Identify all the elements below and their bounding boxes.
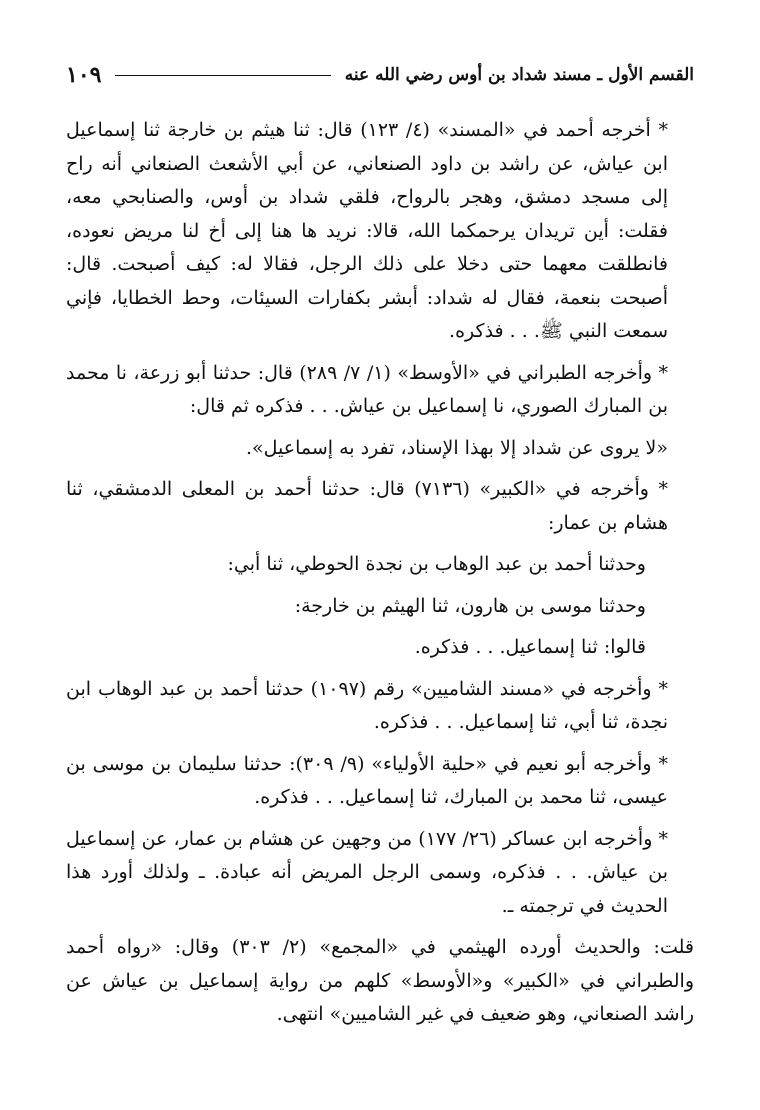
header-rule (115, 75, 330, 76)
page-body (66, 114, 694, 1040)
paragraph: * وأخرجه أبو نعيم في «حلية الأولياء» (٩/ ٣٠٩): حدثنا سليمان بن موسى بن عيسى، ثنا محمد بن المبارك، ثنا إسماعيل. . . فذكره. (66, 752, 668, 808)
paragraph: * وأخرجه ابن عساكر (٢٦/ ١٧٧) من وجهين عن هشام بن عمار، عن إسماعيل بن عياش. . . فذكره، وسمى الرجل المريض أنه عبادة. ـ ولذلك أورد هذا الحديث في ترجمته ـ. (66, 827, 669, 917)
page-number: ١٠٩ (66, 62, 102, 88)
paragraph: * وأخرجه الطبراني في «الأوسط» (١/ ٧/ ٢٨٩) قال: حدثنا أبو زرعة، نا محمد بن المبارك الصوري، نا إسماعيل بن عياش. . . فذكره ثم قال: (66, 361, 668, 417)
paragraph: قلت: والحديث أورده الهيثمي في «المجمع» (٢/ ٣٠٣) وقال: «رواه أحمد والطبراني في «الكبير» و«الأوسط» كلهم من رواية إسماعيل بن عياش عن راشد الصنعاني، وهو ضعيف في غير الشاميين» انتهى. (66, 936, 694, 1025)
chain-line: قالوا: ثنا إسماعيل. . . فذكره. (414, 636, 646, 658)
running-title: القسم الأول ـ مسند شداد بن أوس رضي الله عنه (344, 65, 694, 85)
quoted-line: «لا يروى عن شداد إلا بهذا الإسناد، تفرد به إسماعيل». (245, 436, 668, 459)
paragraph: * وأخرجه في «الكبير» (٧١٣٦) قال: حدثنا أحمد بن المعلى الدمشقي، ثنا هشام بن عمار: (66, 478, 668, 534)
paragraph: * أخرجه أحمد في «المسند» (٤/ ١٢٣) قال: ثنا هيثم بن خارجة ثنا إسماعيل ابن عياش، عن راشد بن داود الصنعاني، عن أبي الأشعث الصنعاني أنه راح إلى مسجد دمشق، وهجر بالرواح، فلقي شداد بن أوس، والصنابحي معه، فقلت: أين تريدان يرحمكما الله، قالا: نريد ها هنا إلى أخ لنا مريض نعوده، فانطلقت معهما حتى دخلا على ذلك الرجل، فقالا له: كيف أصبحت. قال: أصبحت بنعمة، فقال له شداد: أبشر بكفارات السيئات، وحط الخطايا، فإني سمعت النبي ﷺ. . . فذكره. (66, 119, 668, 342)
chain-line: وحدثنا أحمد بن عبد الوهاب بن نجدة الحوطي، ثنا أبي: (227, 553, 646, 575)
chain-line: وحدثنا موسى بن هارون، ثنا الهيثم بن خارجة: (294, 594, 646, 617)
paragraph: * وأخرجه في «مسند الشاميين» رقم (١٠٩٧) حدثنا أحمد بن عبد الوهاب ابن نجدة، ثنا أبي، ثنا إسماعيل. . . فذكره. (66, 677, 668, 733)
page-header (66, 58, 694, 92)
